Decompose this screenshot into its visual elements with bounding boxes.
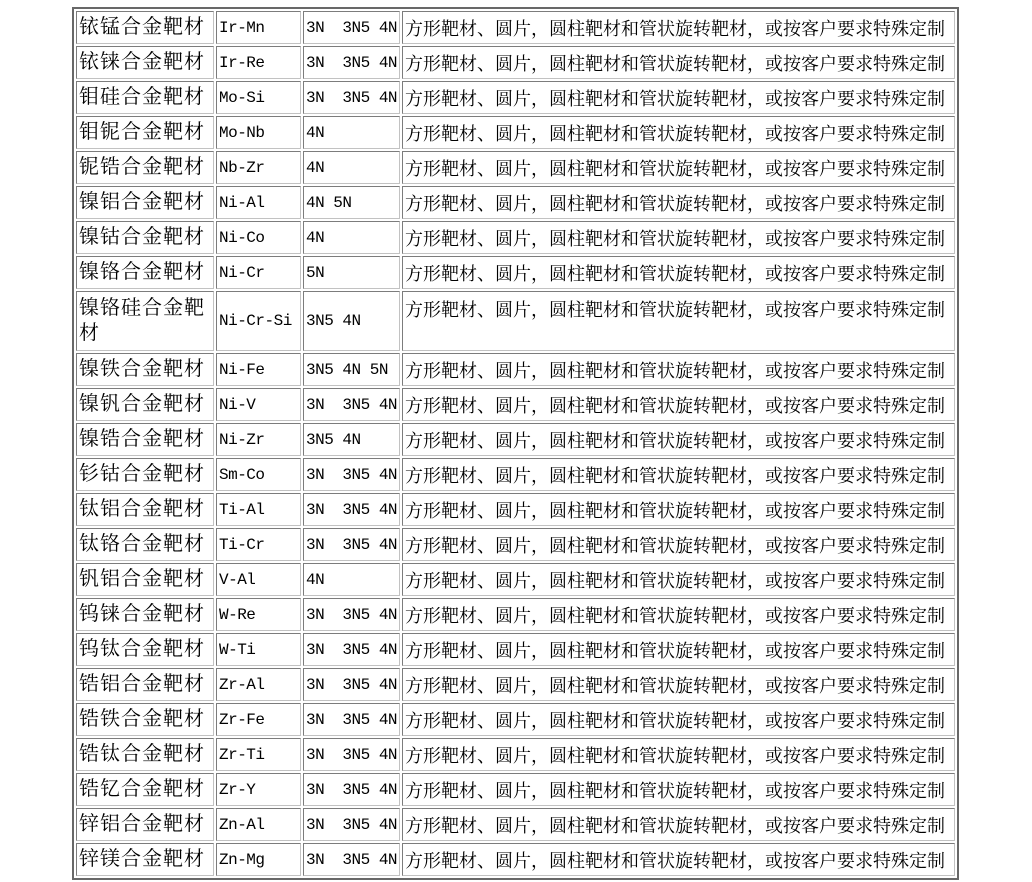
composition-cell: Ni-Cr bbox=[216, 256, 301, 289]
forms-cell: 方形靶材、圆片，圆柱靶材和管状旋转靶材，或按客户要求特殊定制 bbox=[402, 808, 955, 841]
table-row bbox=[76, 291, 955, 351]
product-name-cell: 镍钴合金靶材 bbox=[76, 221, 214, 254]
forms-cell: 方形靶材、圆片，圆柱靶材和管状旋转靶材，或按客户要求特殊定制 bbox=[402, 46, 955, 79]
product-name-cell: 镍铬合金靶材 bbox=[76, 256, 214, 289]
forms-cell: 方形靶材、圆片，圆柱靶材和管状旋转靶材，或按客户要求特殊定制 bbox=[402, 423, 955, 456]
composition-cell: Ni-Cr-Si bbox=[216, 291, 301, 351]
purity-cell: 3N 3N5 4N bbox=[303, 11, 400, 44]
purity-cell: 4N bbox=[303, 151, 400, 184]
product-name-cell: 锌铝合金靶材 bbox=[76, 808, 214, 841]
composition-cell: Ti-Cr bbox=[216, 528, 301, 561]
product-name-cell: 钨钛合金靶材 bbox=[76, 633, 214, 666]
table-row bbox=[76, 353, 955, 386]
product-name-cell: 锌镁合金靶材 bbox=[76, 843, 214, 876]
forms-cell: 方形靶材、圆片，圆柱靶材和管状旋转靶材，或按客户要求特殊定制 bbox=[402, 256, 955, 289]
composition-cell: Zn-Al bbox=[216, 808, 301, 841]
product-name-cell: 钼硅合金靶材 bbox=[76, 81, 214, 114]
purity-cell: 3N 3N5 4N bbox=[303, 738, 400, 771]
product-name-cell: 钛铝合金靶材 bbox=[76, 493, 214, 526]
product-name-cell: 镍铬硅合金靶材 bbox=[76, 291, 214, 351]
table-row bbox=[76, 81, 955, 114]
purity-cell: 5N bbox=[303, 256, 400, 289]
alloy-table-body bbox=[76, 11, 955, 876]
purity-cell: 3N5 4N bbox=[303, 291, 400, 351]
alloy-targets-table bbox=[72, 7, 959, 880]
forms-cell: 方形靶材、圆片，圆柱靶材和管状旋转靶材，或按客户要求特殊定制 bbox=[402, 773, 955, 806]
product-name-cell: 铱铼合金靶材 bbox=[76, 46, 214, 79]
product-name-cell: 锆铝合金靶材 bbox=[76, 668, 214, 701]
composition-cell: Mo-Nb bbox=[216, 116, 301, 149]
composition-cell: Ir-Mn bbox=[216, 11, 301, 44]
forms-cell: 方形靶材、圆片，圆柱靶材和管状旋转靶材，或按客户要求特殊定制 bbox=[402, 81, 955, 114]
forms-cell: 方形靶材、圆片，圆柱靶材和管状旋转靶材，或按客户要求特殊定制 bbox=[402, 116, 955, 149]
composition-cell: Nb-Zr bbox=[216, 151, 301, 184]
product-name-cell: 铱锰合金靶材 bbox=[76, 11, 214, 44]
table-row bbox=[76, 633, 955, 666]
table-row bbox=[76, 221, 955, 254]
purity-cell: 3N 3N5 4N bbox=[303, 598, 400, 631]
forms-cell: 方形靶材、圆片，圆柱靶材和管状旋转靶材，或按客户要求特殊定制 bbox=[402, 703, 955, 736]
purity-cell: 4N bbox=[303, 563, 400, 596]
product-name-cell: 钛铬合金靶材 bbox=[76, 528, 214, 561]
purity-cell: 3N 3N5 4N bbox=[303, 668, 400, 701]
table-row bbox=[76, 598, 955, 631]
table-row bbox=[76, 808, 955, 841]
forms-cell: 方形靶材、圆片，圆柱靶材和管状旋转靶材，或按客户要求特殊定制 bbox=[402, 563, 955, 596]
forms-cell: 方形靶材、圆片，圆柱靶材和管状旋转靶材，或按客户要求特殊定制 bbox=[402, 633, 955, 666]
product-name-cell: 镍铁合金靶材 bbox=[76, 353, 214, 386]
table-row bbox=[76, 563, 955, 596]
table-row bbox=[76, 11, 955, 44]
table-row bbox=[76, 423, 955, 456]
table-row bbox=[76, 256, 955, 289]
table-row bbox=[76, 738, 955, 771]
composition-cell: Ni-Co bbox=[216, 221, 301, 254]
forms-cell: 方形靶材、圆片，圆柱靶材和管状旋转靶材，或按客户要求特殊定制 bbox=[402, 353, 955, 386]
composition-cell: Ni-Zr bbox=[216, 423, 301, 456]
product-name-cell: 锆钇合金靶材 bbox=[76, 773, 214, 806]
table-row bbox=[76, 458, 955, 491]
composition-cell: Ni-V bbox=[216, 388, 301, 421]
product-name-cell: 铌锆合金靶材 bbox=[76, 151, 214, 184]
composition-cell: Ti-Al bbox=[216, 493, 301, 526]
purity-cell: 3N 3N5 4N bbox=[303, 458, 400, 491]
composition-cell: Zr-Y bbox=[216, 773, 301, 806]
forms-cell: 方形靶材、圆片，圆柱靶材和管状旋转靶材，或按客户要求特殊定制 bbox=[402, 11, 955, 44]
product-name-cell: 钒铝合金靶材 bbox=[76, 563, 214, 596]
forms-cell: 方形靶材、圆片，圆柱靶材和管状旋转靶材，或按客户要求特殊定制 bbox=[402, 291, 955, 351]
composition-cell: Zr-Ti bbox=[216, 738, 301, 771]
forms-cell: 方形靶材、圆片，圆柱靶材和管状旋转靶材，或按客户要求特殊定制 bbox=[402, 668, 955, 701]
composition-cell: Ni-Al bbox=[216, 186, 301, 219]
table-row bbox=[76, 151, 955, 184]
purity-cell: 3N5 4N bbox=[303, 423, 400, 456]
product-name-cell: 锆钛合金靶材 bbox=[76, 738, 214, 771]
forms-cell: 方形靶材、圆片，圆柱靶材和管状旋转靶材，或按客户要求特殊定制 bbox=[402, 221, 955, 254]
product-name-cell: 锆铁合金靶材 bbox=[76, 703, 214, 736]
purity-cell: 3N 3N5 4N bbox=[303, 808, 400, 841]
purity-cell: 4N bbox=[303, 116, 400, 149]
forms-cell: 方形靶材、圆片，圆柱靶材和管状旋转靶材，或按客户要求特殊定制 bbox=[402, 151, 955, 184]
table-row bbox=[76, 703, 955, 736]
composition-cell: Ni-Fe bbox=[216, 353, 301, 386]
product-name-cell: 钨铼合金靶材 bbox=[76, 598, 214, 631]
composition-cell: Zr-Al bbox=[216, 668, 301, 701]
forms-cell: 方形靶材、圆片，圆柱靶材和管状旋转靶材，或按客户要求特殊定制 bbox=[402, 388, 955, 421]
product-name-cell: 钼铌合金靶材 bbox=[76, 116, 214, 149]
product-name-cell: 镍锆合金靶材 bbox=[76, 423, 214, 456]
table-row bbox=[76, 668, 955, 701]
table-row bbox=[76, 46, 955, 79]
forms-cell: 方形靶材、圆片，圆柱靶材和管状旋转靶材，或按客户要求特殊定制 bbox=[402, 738, 955, 771]
composition-cell: W-Re bbox=[216, 598, 301, 631]
purity-cell: 3N 3N5 4N bbox=[303, 843, 400, 876]
purity-cell: 3N 3N5 4N bbox=[303, 703, 400, 736]
composition-cell: Zn-Mg bbox=[216, 843, 301, 876]
purity-cell: 3N 3N5 4N bbox=[303, 773, 400, 806]
table-row bbox=[76, 388, 955, 421]
purity-cell: 3N 3N5 4N bbox=[303, 46, 400, 79]
composition-cell: V-Al bbox=[216, 563, 301, 596]
table-row bbox=[76, 116, 955, 149]
product-name-cell: 镍钒合金靶材 bbox=[76, 388, 214, 421]
forms-cell: 方形靶材、圆片，圆柱靶材和管状旋转靶材，或按客户要求特殊定制 bbox=[402, 843, 955, 876]
table-row bbox=[76, 186, 955, 219]
product-name-cell: 镍铝合金靶材 bbox=[76, 186, 214, 219]
composition-cell: Sm-Co bbox=[216, 458, 301, 491]
purity-cell: 3N5 4N 5N bbox=[303, 353, 400, 386]
composition-cell: Zr-Fe bbox=[216, 703, 301, 736]
forms-cell: 方形靶材、圆片，圆柱靶材和管状旋转靶材，或按客户要求特殊定制 bbox=[402, 598, 955, 631]
table-row bbox=[76, 528, 955, 561]
purity-cell: 3N 3N5 4N bbox=[303, 388, 400, 421]
composition-cell: Mo-Si bbox=[216, 81, 301, 114]
product-name-cell: 钐钴合金靶材 bbox=[76, 458, 214, 491]
purity-cell: 3N 3N5 4N bbox=[303, 633, 400, 666]
purity-cell: 4N 5N bbox=[303, 186, 400, 219]
purity-cell: 4N bbox=[303, 221, 400, 254]
composition-cell: W-Ti bbox=[216, 633, 301, 666]
forms-cell: 方形靶材、圆片，圆柱靶材和管状旋转靶材，或按客户要求特殊定制 bbox=[402, 493, 955, 526]
table-row bbox=[76, 843, 955, 876]
purity-cell: 3N 3N5 4N bbox=[303, 528, 400, 561]
table-row bbox=[76, 493, 955, 526]
forms-cell: 方形靶材、圆片，圆柱靶材和管状旋转靶材，或按客户要求特殊定制 bbox=[402, 458, 955, 491]
purity-cell: 3N 3N5 4N bbox=[303, 81, 400, 114]
forms-cell: 方形靶材、圆片，圆柱靶材和管状旋转靶材，或按客户要求特殊定制 bbox=[402, 528, 955, 561]
purity-cell: 3N 3N5 4N bbox=[303, 493, 400, 526]
forms-cell: 方形靶材、圆片，圆柱靶材和管状旋转靶材，或按客户要求特殊定制 bbox=[402, 186, 955, 219]
composition-cell: Ir-Re bbox=[216, 46, 301, 79]
table-row bbox=[76, 773, 955, 806]
